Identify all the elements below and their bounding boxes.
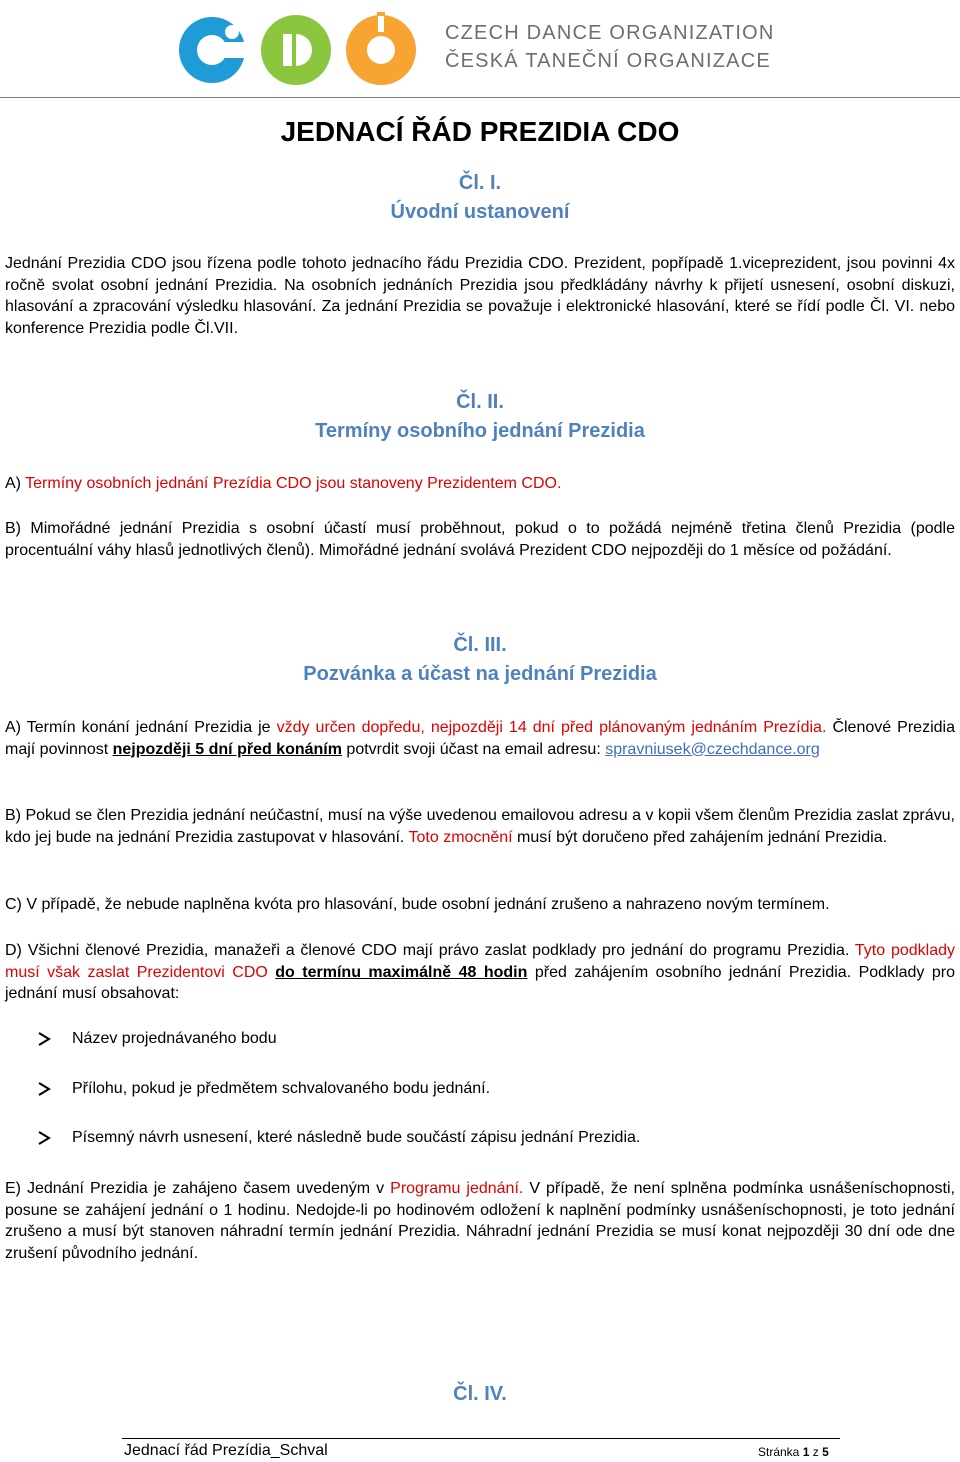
deadline-text: do termínu maximálně 48 hodin [275, 963, 528, 981]
highlight-text: Tyto podklady musí však zaslat Prezidentovi CDO [5, 942, 955, 981]
list-item-text: Přílohu, pokud je předmětem schvalovaného bodu jednání. [72, 1080, 491, 1097]
highlight-text: Toto zmocnění [408, 828, 513, 846]
article-3-title: Pozvánka a účast na jednání Prezidia [303, 663, 657, 685]
article-2-number: Čl. II. [456, 391, 504, 413]
text: Členové Prezidia mají povinnost [5, 719, 955, 758]
email-link[interactable]: spravniusek@czechdance.org [605, 740, 820, 758]
article-4-number: Čl. IV. [453, 1383, 507, 1405]
text: před zahájením osobního jednání Prezidia. Podklady pro jednání musí obsahovat: [5, 963, 956, 1002]
paragraph-a-prefix: A) [5, 475, 26, 492]
logo-o-icon [346, 12, 416, 85]
text: A) Termín konání jednání Prezidia je [5, 719, 277, 736]
document-title: JEDNACÍ ŘÁD PREZIDIA CDO [280, 116, 680, 147]
text: B) Pokud se člen Prezidia jednání neúčastní, musí na výše uvedenou emailovou adresu a v kopii všem členům Prezidia zaslat zprávu, kdo jej bude na jednání Prezidia zastupovat v hlasování. [5, 807, 955, 846]
footer-page-number [758, 1445, 829, 1459]
article-1-title: Úvodní ustanovení [390, 201, 570, 223]
highlight-text: Programu jednání. [390, 1180, 524, 1197]
article-3-paragraph-d [5, 940, 955, 1005]
page-header [0, 0, 960, 98]
highlight-text: vždy určen dopředu, nejpozději 14 dní před plánovaným jednáním Prezídia. [276, 719, 827, 736]
article-3-number: Čl. III. [453, 634, 507, 656]
page-current: 1 [802, 1445, 810, 1459]
text: V případě, že není splněna podmínka usnášeníschopnosti, posune se zahájení jednání o 1 hodinu. Nedojde-li po hodinovém odložení k naplnění podmínky usnášeníschopnosti, je toto jednání zrušeno a musí být stanoven náhradní termín jednání Prezidia. Náhradní jednání Prezidia se musí konat nejpozději 30 dní ode dne zrušení původního jednání. [5, 1180, 955, 1262]
org-name-en: CZECH DANCE ORGANIZATION [445, 22, 775, 44]
arrow-bullet-icon [36, 1030, 52, 1048]
article-3-paragraph-e [5, 1178, 955, 1264]
list-item-text: Název projednávaného bodu [72, 1030, 277, 1047]
article-3-paragraph-b [5, 805, 955, 848]
text: musí být doručeno před zahájením jednání Prezidia. [512, 828, 888, 846]
page-label: Stránka [758, 1445, 800, 1459]
footer-divider [122, 1438, 840, 1439]
page-total: 5 [822, 1445, 829, 1459]
logo-d-icon [261, 15, 331, 85]
footer-document-name: Jednací řád Prezídia_Schval [124, 1442, 328, 1459]
page-separator: z [812, 1445, 819, 1459]
article-3-paragraph-a [5, 717, 955, 760]
arrow-bullet-icon [36, 1129, 52, 1147]
logo-c-icon [179, 17, 255, 83]
text: D) Všichni členové Prezidia, manažeři a členové CDO mají právo zaslat podklady pro jednání do programu Prezidia. [5, 942, 855, 959]
paragraph-a-highlight: Termíny osobních jednání Prezídia CDO jsou stanoveny Prezidentem CDO. [25, 475, 562, 492]
article-2-paragraph-a [5, 473, 955, 495]
article-2-title: Termíny osobního jednání Prezidia [315, 420, 645, 442]
article-1-paragraph: Jednání Prezidia CDO jsou řízena podle tohoto jednacího řádu Prezidia CDO. Prezident, popřípadě 1.viceprezident, jsou povinni 4x ročně svolat osobní jednání Prezidia. Na osobních jednáních Prezidia jsou předkládány návrhy k přijetí usnesení, osobní diskuzi, hlasování a zpracování výsledku hlasování. Za jednání Prezidia se považuje i elektronické hlasování, které se řídí podle Čl. VI. nebo konference Prezidia podle Čl.VII. [5, 255, 955, 337]
arrow-bullet-icon [36, 1080, 52, 1098]
text: E) Jednání Prezidia je zahájeno časem uvedeným v [5, 1180, 391, 1197]
article-1-number: Čl. I. [458, 172, 502, 194]
deadline-text: nejpozději 5 dní před konáním [112, 740, 342, 758]
article-3-paragraph-c: C) V případě, že nebude naplněna kvóta pro hlasování, bude osobní jednání zrušeno a nahrazeno novým termínem. [5, 896, 830, 913]
list-item-text: Písemný návrh usnesení, které následně bude součástí zápisu jednání Prezidia. [72, 1129, 641, 1146]
text: potvrdit svoji účast na email adresu: [341, 740, 606, 758]
org-name-cz: ČESKÁ TANEČNÍ ORGANIZACE [445, 50, 771, 72]
article-2-paragraph-b: B) Mimořádné jednání Prezidia s osobní účastí musí proběhnout, pokud o to požádá nejméně třetina členů Prezidia (podle procentuální váhy hlasů jednotlivých členů). Mimořádné jednání svolává Prezident CDO nejpozději do 1 měsíce od požádání. [5, 520, 955, 559]
